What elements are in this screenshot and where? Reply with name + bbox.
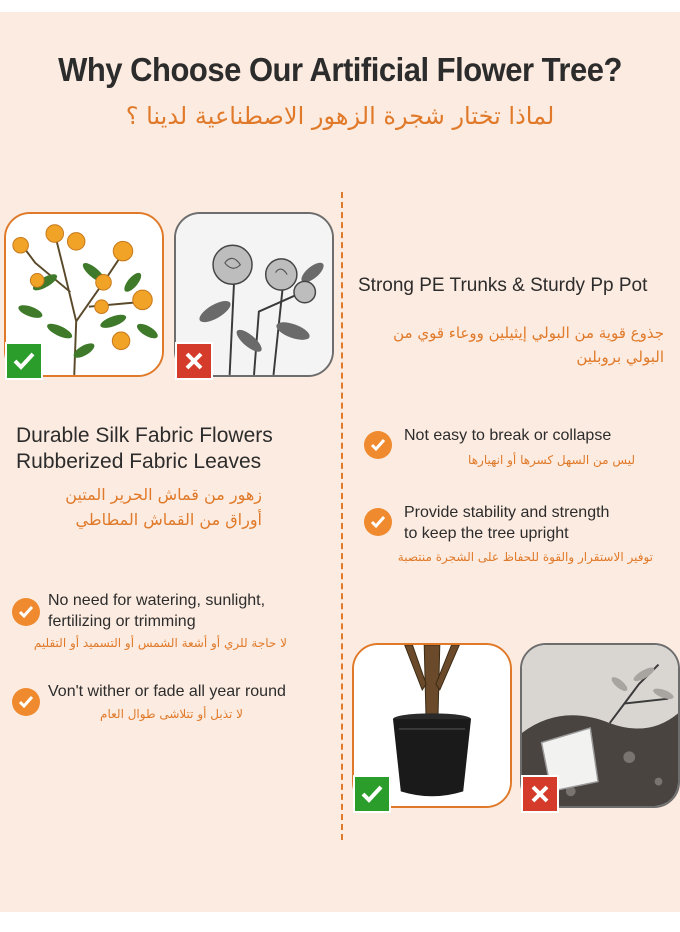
benefit-text: Provide stability and strength [404,504,610,521]
check-icon [359,781,385,807]
benefit-text: to keep the tree upright [404,525,569,542]
feature-title-arabic-line-1: جذوع قوية من البولي إيثيلين ووعاء قوي من [393,324,664,342]
dashed-divider [341,192,343,840]
orange-check-icon [369,513,387,531]
page-title-arabic: لماذا تختار شجرة الزهور الاصطناعية لدينا ؟ [125,102,555,130]
bad-cross-badge [521,775,559,813]
benefit-text-arabic: ليس من السهل كسرها أو انهيارها [468,453,635,467]
feature-title-line-2: Rubberized Fabric Leaves [16,450,262,473]
page-title: Why Choose Our Artificial Flower Tree? [58,50,622,89]
feature-title-arabic-line-2: البولي بروبلين [576,348,664,366]
benefit-text-arabic: توفير الاستقرار والقوة للحفاظ على الشجرة منتصبة [397,550,653,564]
orange-check-icon [17,603,35,621]
bad-cross-badge [175,342,213,380]
cross-icon [527,781,553,807]
feature-title-arabic-line-2: أوراق من القماش المطاطي [75,510,262,529]
benefit-check-icon [12,598,40,626]
good-check-badge [353,775,391,813]
benefit-text-arabic: لا حاجة للري أو أشعة الشمس أو التسميد أو التقليم [33,636,287,650]
benefit-text: Von't wither or fade all year round [48,683,286,700]
benefit-check-icon [12,688,40,716]
benefit-check-icon [364,508,392,536]
feature-title: Strong PE Trunks & Sturdy Pp Pot [358,275,648,296]
benefit-text: No need for watering, sunlight, [48,592,266,609]
feature-title-arabic-line-1: زهور من قماش الحرير المتين [65,485,262,504]
cross-icon [181,348,207,374]
check-icon [11,348,37,374]
feature-title-line-1: Durable Silk Fabric Flowers [16,424,273,447]
benefit-text-arabic: لا تذبل أو تتلاشى طوال العام [100,707,243,721]
orange-check-icon [369,436,387,454]
good-check-badge [5,342,43,380]
benefit-text: Not easy to break or collapse [404,427,612,444]
orange-check-icon [17,693,35,711]
benefit-check-icon [364,431,392,459]
benefit-text: fertilizing or trimming [48,613,196,630]
